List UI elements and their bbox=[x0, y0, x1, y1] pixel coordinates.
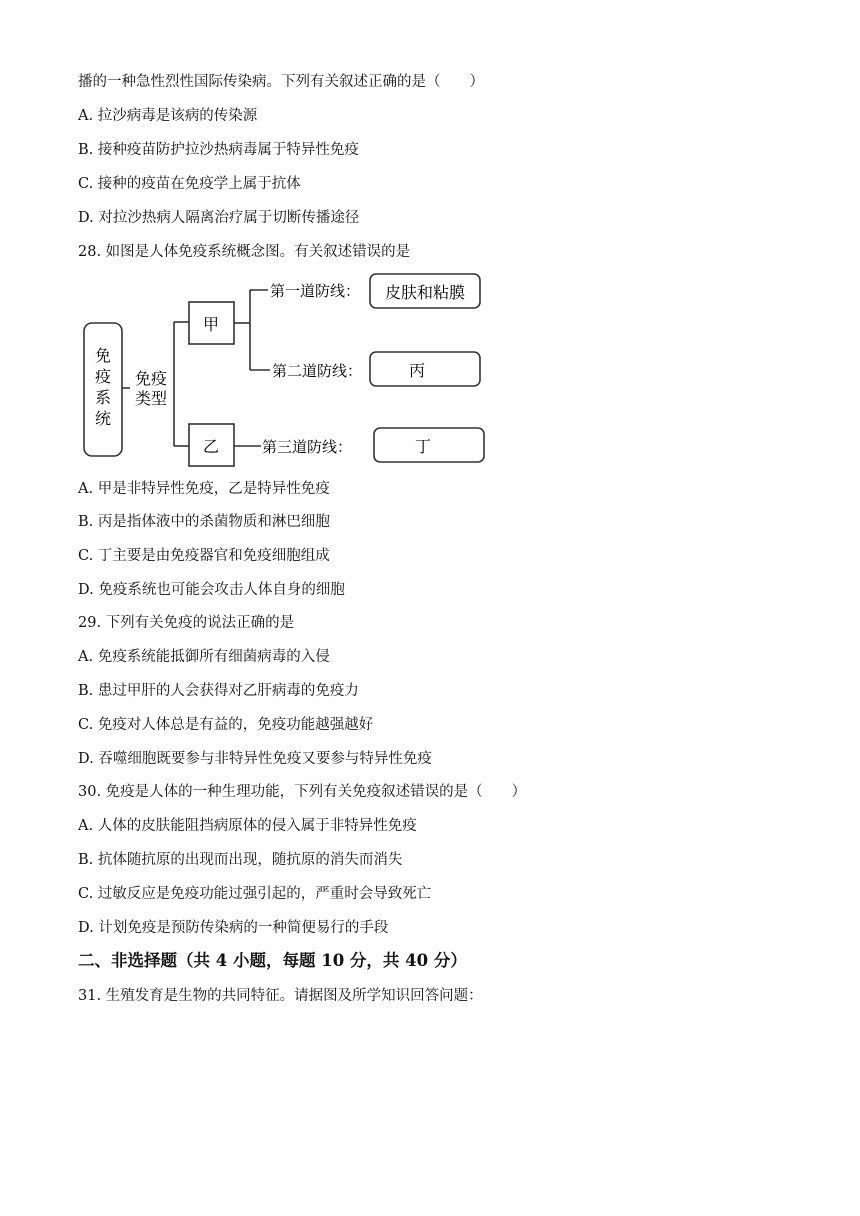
option-b: B. 丙是指体液中的杀菌物质和淋巴细胞 bbox=[78, 514, 330, 530]
immune-system-char: 疫 bbox=[94, 367, 112, 386]
immune-system-char: 系 bbox=[94, 388, 112, 407]
jia-label: 甲 bbox=[202, 315, 220, 334]
option-b: B. 接种疫苗防护拉沙热病毒属于特异性免疫 bbox=[78, 142, 359, 158]
immune-system-char: 统 bbox=[94, 409, 112, 428]
second-defense-label: 第二道防线： bbox=[272, 362, 363, 380]
option-d: D. 吞噬细胞既要参与非特异性免疫又要参与特异性免疫 bbox=[78, 751, 432, 767]
third-defense-label: 第三道防线： bbox=[262, 438, 353, 456]
option-a: A. 拉沙病毒是该病的传染源 bbox=[78, 108, 258, 124]
question-28: 28. 如图是人体免疫系统概念图。有关叙述错误的是 bbox=[78, 244, 411, 260]
question-29: 29. 下列有关免疫的说法正确的是 bbox=[78, 615, 295, 631]
option-c: C. 接种的疫苗在免疫学上属于抗体 bbox=[78, 176, 301, 192]
skin-mucosa-label: 皮肤和粘膜 bbox=[384, 283, 466, 302]
option-b: B. 抗体随抗原的出现而出现，随抗原的消失而消失 bbox=[78, 852, 403, 868]
yi-label: 乙 bbox=[202, 437, 220, 456]
immune-system-diagram bbox=[78, 270, 538, 470]
immune-type-label: 免疫 bbox=[134, 369, 168, 388]
option-d: D. 对拉沙热病人隔离治疗属于切断传播途径 bbox=[78, 210, 360, 226]
ding-label: 丁 bbox=[414, 437, 432, 456]
option-b: B. 患过甲肝的人会获得对乙肝病毒的免疫力 bbox=[78, 683, 359, 699]
section-heading: 二、非选择题（共 4 小题，每题 10 分，共 40 分） bbox=[78, 951, 467, 970]
option-d: D. 免疫系统也可能会攻击人体自身的细胞 bbox=[78, 582, 345, 598]
immune-system-char: 免 bbox=[94, 346, 112, 365]
question-30: 30. 免疫是人体的一种生理功能，下列有关免疫叙述错误的是（ ） bbox=[78, 784, 527, 800]
text-line: 播的一种急性烈性国际传染病。下列有关叙述正确的是（ ） bbox=[78, 74, 484, 90]
option-c: C. 过敏反应是免疫功能过强引起的，严重时会导致死亡 bbox=[78, 886, 432, 902]
option-c: C. 免疫对人体总是有益的，免疫功能越强越好 bbox=[78, 717, 374, 733]
first-defense-label: 第一道防线： bbox=[270, 282, 361, 300]
option-a: A. 甲是非特异性免疫，乙是特异性免疫 bbox=[78, 481, 330, 497]
question-31: 31. 生殖发育是生物的共同特征。请据图及所学知识回答问题： bbox=[78, 988, 483, 1004]
immune-type-label: 类型 bbox=[134, 389, 168, 408]
option-c: C. 丁主要是由免疫器官和免疫细胞组成 bbox=[78, 548, 330, 564]
option-d: D. 计划免疫是预防传染病的一种简便易行的手段 bbox=[78, 920, 389, 936]
bing-label: 丙 bbox=[408, 361, 426, 380]
option-a: A. 免疫系统能抵御所有细菌病毒的入侵 bbox=[78, 649, 330, 665]
option-a: A. 人体的皮肤能阻挡病原体的侵入属于非特异性免疫 bbox=[78, 818, 417, 834]
jia-bracket bbox=[234, 290, 270, 370]
